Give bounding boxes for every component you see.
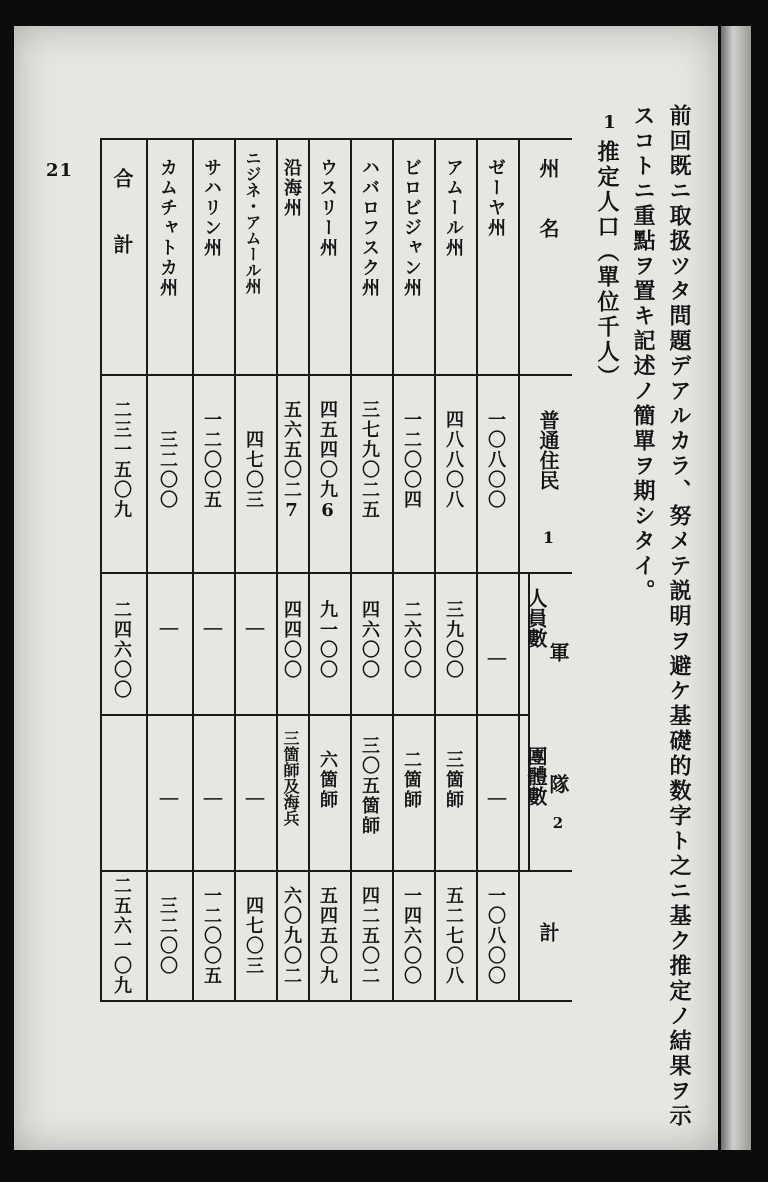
table-cell-civilians: 一二〇〇四 <box>401 410 422 510</box>
table-cell-units: 三箇師 <box>443 750 464 810</box>
body-line-1: 前回既ニ取扱ツタ問題デアルカラ、努メテ説明ヲ避ケ基礎的数字ト之ニ基ク推定ノ結果ヲ示 <box>666 104 692 1129</box>
table-cell-units: 二箇師 <box>401 750 422 810</box>
table-cell-state: ハバロフスク州 <box>359 158 380 298</box>
table-cell-personnel: ｜ <box>157 620 178 640</box>
table-cell-total: 五二七〇八 <box>443 886 464 986</box>
table-cell-state: サハリン州 <box>201 158 222 258</box>
table-cell-state: ゼーヤ州 <box>485 158 506 238</box>
table-cell-civilians: 一二〇〇五 <box>201 410 222 510</box>
table-cell-personnel: 二六〇〇 <box>401 600 422 680</box>
table-col-line <box>434 138 436 1000</box>
table-cell-personnel: 四四〇〇 <box>281 600 302 680</box>
table-cell-personnel: 九一〇〇 <box>317 600 338 680</box>
table-col-line <box>308 138 310 1000</box>
table-cell-state: ビロビジャン州 <box>401 158 422 298</box>
table-cell-total: 四二五〇二 <box>359 886 380 986</box>
table-cell-state: 沿海州 <box>281 158 302 218</box>
section-number: 1 <box>599 112 620 136</box>
header-state: 州 名 <box>536 158 560 238</box>
table-cell-total: 五四五〇九 <box>317 886 338 986</box>
header-military-note: 2 <box>549 814 567 832</box>
table-cell-total: 一〇八〇〇 <box>485 886 506 986</box>
table-cell-total: 六〇九〇二 <box>281 886 302 986</box>
book-spine-edge <box>721 26 751 1150</box>
table-cell-state: カムチャトカ州 <box>157 158 178 298</box>
table-col-line <box>518 138 520 1000</box>
table-cell-state: ニジネ・アムール州 <box>243 150 262 294</box>
population-table <box>86 110 586 1010</box>
table-cell-total: 一二〇〇五 <box>201 886 222 986</box>
body-line-2: スコトニ重點ヲ置キ記述ノ簡單ヲ期シタイ。 <box>630 104 656 604</box>
table-cell-units: ｜ <box>243 790 264 810</box>
table-total-label: 合 計 <box>110 168 134 256</box>
table-cell-personnel: 四六〇〇 <box>359 600 380 680</box>
table-cell-personnel: 三九〇〇 <box>443 600 464 680</box>
table-cell-civilians: 五六五〇二7 <box>281 400 302 523</box>
table-cell-state: ウスリー州 <box>317 158 338 258</box>
table-rule-bottom <box>100 1000 572 1002</box>
table-col-line <box>192 138 194 1000</box>
table-rule <box>100 572 572 574</box>
table-cell-units: 三〇五箇師 <box>359 736 380 836</box>
table-cell-total: 一四六〇〇 <box>401 886 422 986</box>
page-number: 21 <box>46 160 74 181</box>
table-cell-units: 三箇師及海兵 <box>281 730 300 826</box>
table-total-personnel: 二四六〇〇 <box>111 600 132 700</box>
table-rule-header <box>100 374 572 376</box>
table-cell-civilians: 四五四〇九6 <box>317 400 338 523</box>
table-border-left <box>100 138 102 1000</box>
table-col-line <box>476 138 478 1000</box>
table-col-line <box>146 138 148 1000</box>
table-col-line <box>350 138 352 1000</box>
table-total-total: 二五六一〇九 <box>111 876 132 996</box>
header-total: 計 <box>536 922 560 942</box>
table-cell-total: 三二〇〇 <box>157 896 178 976</box>
table-col-line <box>234 138 236 1000</box>
table-cell-civilians: 一〇八〇〇 <box>485 410 506 510</box>
header-units: 團體數 <box>524 746 548 806</box>
table-cell-personnel: ｜ <box>243 620 264 640</box>
table-rule <box>100 714 528 716</box>
header-civilians: 普通住民 <box>536 410 560 490</box>
table-col-line <box>392 138 394 1000</box>
table-cell-state: アムール州 <box>443 158 464 258</box>
table-rule <box>100 870 572 872</box>
header-military: 軍 <box>546 642 570 662</box>
table-cell-units: ｜ <box>201 790 222 810</box>
table-col-line <box>276 138 278 1000</box>
table-cell-personnel: ｜ <box>485 650 506 670</box>
table-cell-units: 六箇師 <box>317 750 338 810</box>
table-cell-civilians: 四八八〇八 <box>443 410 464 510</box>
table-cell-total: 四七〇三 <box>243 896 264 976</box>
header-personnel: 人員數 <box>524 588 548 648</box>
table-cell-personnel: ｜ <box>201 620 222 640</box>
table-cell-units: ｜ <box>157 790 178 810</box>
table-cell-civilians: 三七九〇二五 <box>359 400 380 520</box>
table-cell-civilians: 三二〇〇 <box>157 430 178 510</box>
section-title: 推定人口（單位千人） <box>594 140 620 390</box>
header-civilians-note: 1 <box>539 528 558 547</box>
table-rule-top <box>100 138 572 140</box>
header-military-2: 隊 <box>546 774 570 794</box>
table-cell-units: ｜ <box>485 790 506 810</box>
table-cell-civilians: 四七〇三 <box>243 430 264 510</box>
table-total-civilians: 二三一五〇九 <box>111 400 132 520</box>
